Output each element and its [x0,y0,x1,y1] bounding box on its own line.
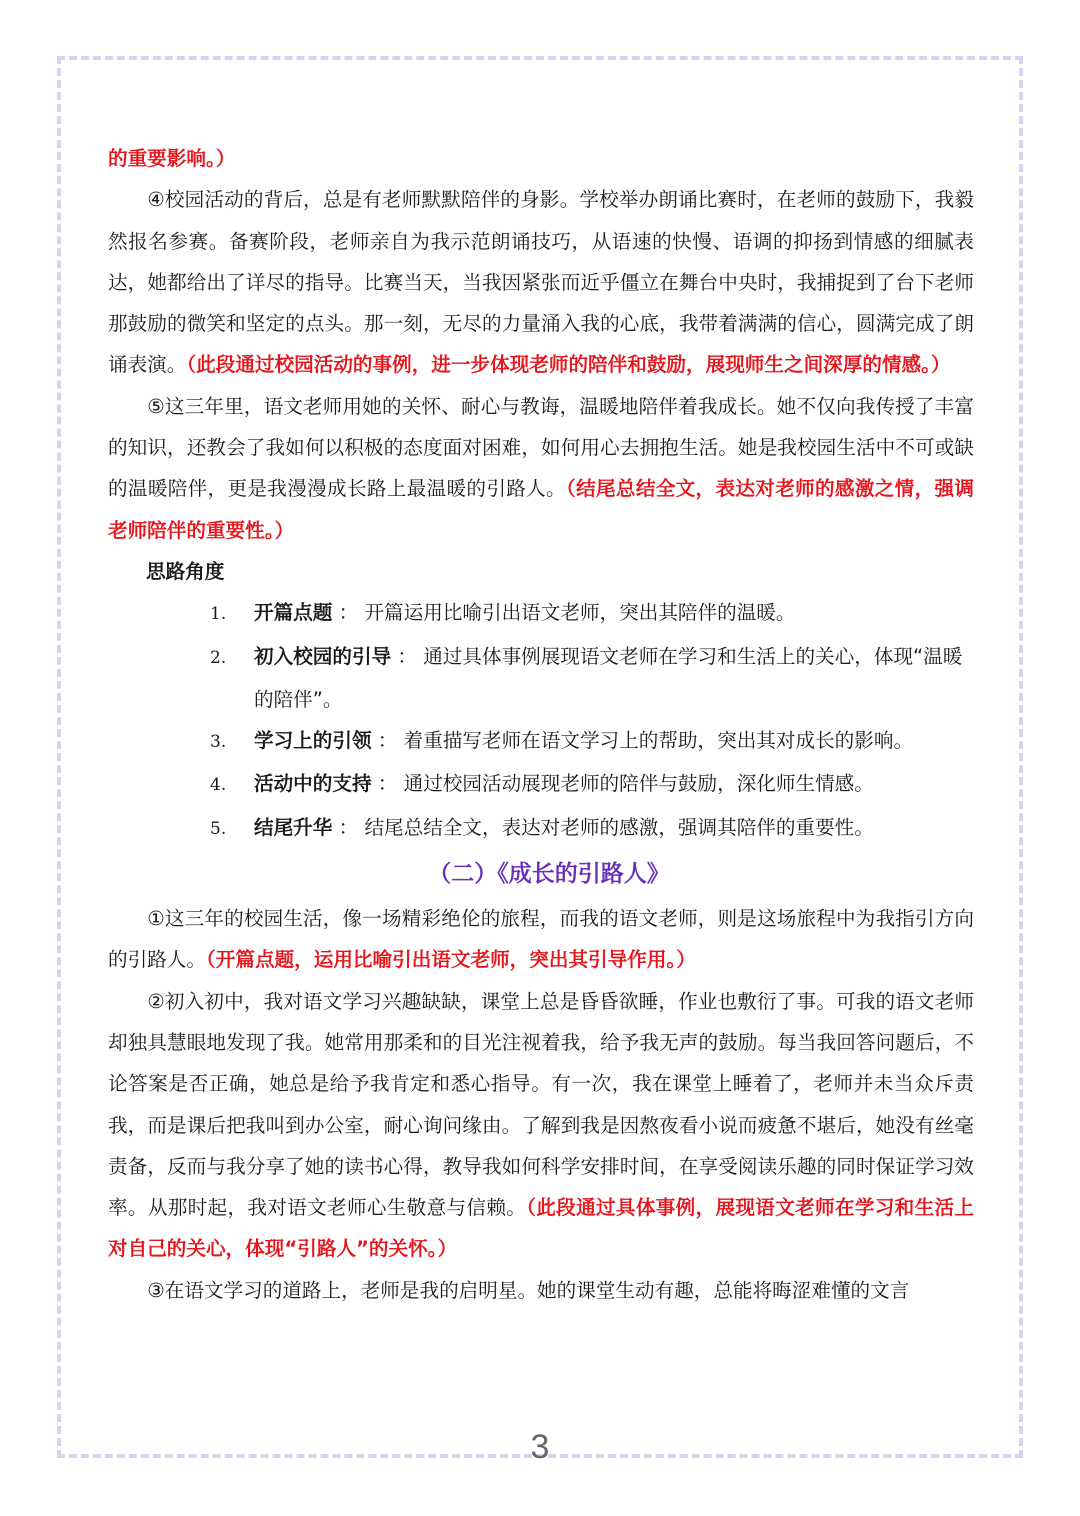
item-description: 通过校园活动展现老师的陪伴与鼓励，深化师生情感。 [403,772,874,796]
paragraph-3 [108,1270,974,1311]
item-separator: ： [371,729,404,753]
paragraph-4 [108,179,974,385]
item-separator: ： [332,601,365,625]
item-number: 2. [210,647,227,668]
paragraph-text: ②初入初中，我对语文学习兴趣缺缺，课堂上总是昏昏欲睡，作业也敷衍了事。可我的语文老师却独具慧眼地发现了我。她常用那柔和的目光注视着我，给予我无声的鼓励。每当我回答问题后，不论答案是否正确，她总是给予我肯定和悉心指导。有一次，我在课堂上睡着了，老师并未当众斥责我，而是课后把我叫到办公室，耐心询问缘由。了解到我是因熬夜看小说而疲惫不堪后，她没有丝毫责备，反而与我分享了她的读书心得，教导我如何科学安排时间，在享受阅读乐趣的同时保证学习效率。从那时起，我对语文老师心生敬意与信赖。 [108,989,974,1220]
item-number: 5. [210,818,227,839]
item-term: 结尾升华 [254,815,333,839]
approach-item [108,807,974,850]
paragraph-text: ①这三年的校园生活，像一场精彩绝伦的旅程，而我的语文老师，则是这场旅程中为我指引方向的引路人。 [108,907,974,972]
annotation-note: 的重要影响。） [108,147,236,170]
item-number: 4. [210,775,227,796]
essay-title: （二）《成长的引路人》 [428,861,670,888]
annotation-note: （此段通过具体事例，展现语文老师在学习和生活上对自己的关心，体现“引路人”的关怀。） [108,1196,975,1261]
paragraph-fragment [108,138,974,179]
item-term: 初入校园的引导 [254,644,392,668]
item-number: 3. [210,732,227,753]
item-number: 1. [210,604,227,625]
item-term: 学习上的引领 [254,729,372,753]
item-description: 结尾总结全文，表达对老师的感激，强调其陪伴的重要性。 [364,815,874,839]
paragraph-5 [108,386,974,551]
item-description: 通过具体事例展现语文老师在学习和生活上的关心，体现“温暖的陪伴”。 [254,644,963,711]
document-body [108,138,974,1311]
item-description: 着重描写老师在语文学习上的帮助，突出其对成长的影响。 [403,729,914,753]
approach-item [108,636,974,721]
approach-item [108,720,974,763]
annotation-note: （结尾总结全文，表达对老师的感激之情，强调老师陪伴的重要性。） [108,477,974,542]
item-term: 活动中的支持 [254,772,372,796]
approach-item [108,763,974,806]
paragraph-2 [108,981,974,1270]
paragraph-text: ④校园活动的背后，总是有老师默默陪伴的身影。学校举办朗诵比赛时，在老师的鼓励下，我毅然报名参赛。备赛阶段，老师亲自为我示范朗诵技巧，从语速的快慢、语调的抑扬到情感的细腻表达，她都给出了详尽的指导。比赛当天，当我因紧张而近乎僵立在舞台中央时，我捕捉到了台下老师那鼓励的微笑和坚定的点头。那一刻，无尽的力量涌入我的心底，我带着满满的信心，圆满完成了朗诵表演。 [108,188,974,377]
item-term: 开篇点题 [254,601,333,625]
paragraph-1 [108,898,974,981]
approach-heading: 思路角度 [146,559,225,583]
paragraph-text: ⑤这三年里，语文老师用她的关怀、耐心与教诲，温暖地陪伴着我成长。她不仅向我传授了丰富的知识，还教会了我如何以积极的态度面对困难，如何用心去拥抱生活。她是我校园生活中不可或缺的温暖陪伴，更是我漫漫成长路上最温暖的引路人。 [108,394,974,501]
item-separator: ： [371,772,404,796]
page-number: 3 [530,1428,550,1466]
item-separator: ： [332,815,365,839]
item-description: 开篇运用比喻引出语文老师，突出其陪伴的温暖。 [364,601,796,625]
item-separator: ： [391,644,424,668]
annotation-note: （开篇点题，运用比喻引出语文老师，突出其引导作用。） [205,948,696,972]
annotation-note: （此段通过校园活动的事例，进一步体现老师的陪伴和鼓励，展现师生之间深厚的情感。） [186,353,951,377]
paragraph-text: ③在语文学习的道路上，老师是我的启明星。她的课堂生动有趣，总能将晦涩难懂的文言 [147,1278,910,1302]
approach-item [108,592,974,635]
